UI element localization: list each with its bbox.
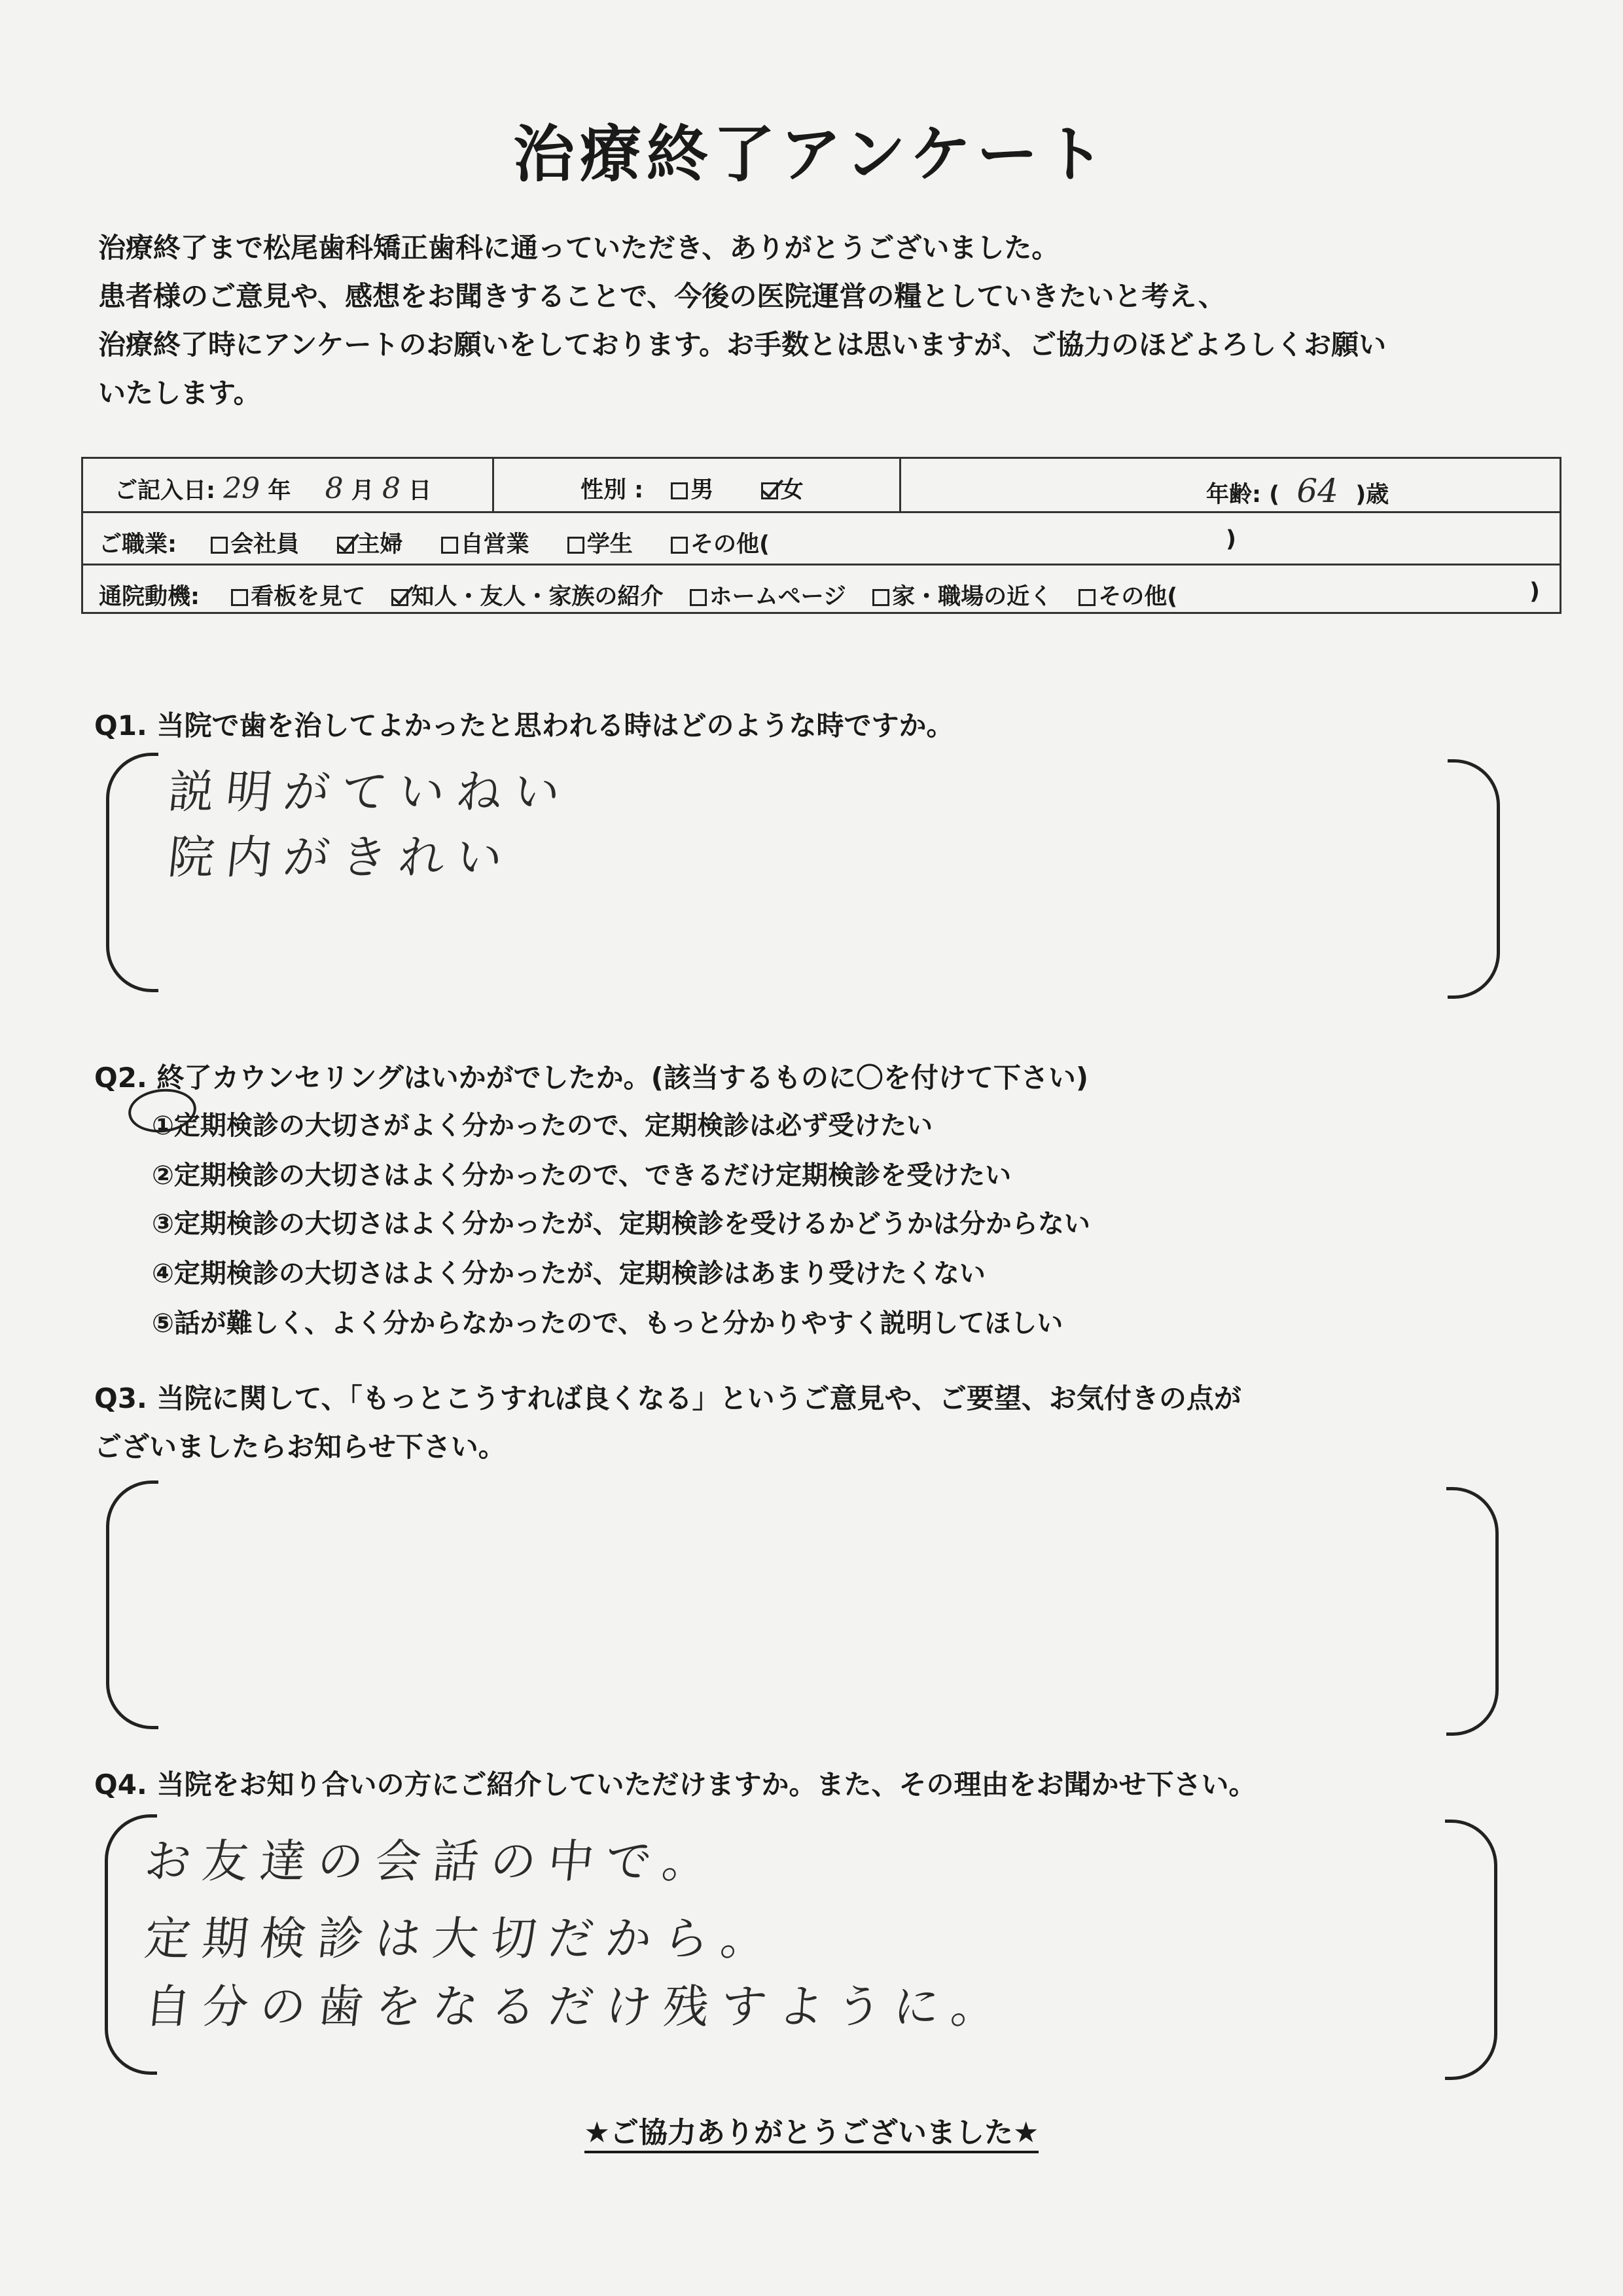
year-unit: 年 xyxy=(268,478,291,504)
age-label: 年齢: ( xyxy=(1206,482,1280,508)
info-row-motive xyxy=(83,564,1560,616)
checkbox-icon[interactable] xyxy=(872,589,889,606)
intro-line: 治療終了時にアンケートのお願いをしております。お手数とは思いますが、ご協力のほどよろしくお願い xyxy=(98,329,1387,361)
intro-line: 患者様のご意見や、感想をお聞きすることで、今後の医院運営の糧としていきたいと考え、 xyxy=(98,280,1226,312)
intro-line: いたします。 xyxy=(98,377,261,409)
motive-option[interactable]: 知人・友人・家族の紹介 xyxy=(391,584,663,610)
occupation-label: ご職業: xyxy=(99,531,177,558)
intro-line: 治療終了まで松尾歯科矯正歯科に通っていただき、ありがとうございました。 xyxy=(98,232,1060,264)
occupation-option[interactable]: 自営業 xyxy=(441,531,529,558)
thank-you-footer xyxy=(0,2109,1623,2151)
q2-option[interactable]: ③定期検診の大切さはよく分かったが、定期検診を受けるかどうかは分からない xyxy=(152,1209,1090,1239)
q3-answer-area[interactable] xyxy=(170,1499,1427,1715)
checked-checkbox-icon[interactable] xyxy=(761,482,778,499)
date-year-field[interactable]: 29 xyxy=(223,472,260,505)
q3-question-cont: ございましたらお知らせ下さい。 xyxy=(94,1431,506,1463)
info-table xyxy=(81,457,1561,614)
checked-checkbox-icon[interactable] xyxy=(391,589,408,606)
occupation-close-paren: ) xyxy=(1226,526,1236,552)
q4-answer-line[interactable]: 定期検診は大切だから。 xyxy=(142,1912,781,1965)
q3-answer-bracket-right xyxy=(1446,1487,1499,1736)
checkbox-icon[interactable] xyxy=(1079,589,1096,606)
occupation-option[interactable]: 学生 xyxy=(567,531,633,558)
motive-option[interactable]: 看板を見て xyxy=(231,584,365,610)
gender-option-male[interactable]: 男 xyxy=(671,477,713,503)
day-unit: 日 xyxy=(408,478,432,504)
q2-option[interactable]: ④定期検診の大切さはよく分かったが、定期検診はあまり受けたくない xyxy=(152,1259,986,1289)
q4-answer-line[interactable]: 自分の歯をなるだけ残すように。 xyxy=(142,1980,1012,2034)
checked-checkbox-icon[interactable] xyxy=(337,537,354,554)
q4-question: Q4. 当院をお知り合いの方にご紹介していただけますか。また、その理由をお聞かせ下さい。 xyxy=(94,1768,1257,1801)
motive-label: 通院動機: xyxy=(99,584,200,610)
date-label: ご記入日: xyxy=(115,478,215,504)
checkbox-icon[interactable] xyxy=(567,537,584,554)
q2-option[interactable]: ①定期検診の大切さがよく分かったので、定期検診は必ず受けたい xyxy=(152,1111,933,1141)
q1-answer-line[interactable]: 説明がていねい xyxy=(166,765,575,819)
motive-option[interactable]: ホームページ xyxy=(690,584,846,610)
q2-option[interactable]: ②定期検診の大切さはよく分かったので、できるだけ定期検診を受けたい xyxy=(152,1160,1012,1191)
q4-answer-line[interactable]: お友達の会話の中で。 xyxy=(142,1835,723,1888)
date-day-field[interactable]: 8 xyxy=(382,472,401,505)
q4-answer-bracket-right xyxy=(1445,1820,1497,2080)
q1-answer-bracket-right xyxy=(1448,759,1500,999)
motive-close-paren: ) xyxy=(1529,579,1540,605)
footer-text: ★ご協力ありがとうございました★ xyxy=(584,2116,1039,2153)
checkbox-icon[interactable] xyxy=(441,537,458,554)
info-row-occupation xyxy=(83,511,1560,564)
age-unit: )歳 xyxy=(1355,482,1389,508)
checkbox-icon[interactable] xyxy=(211,537,228,554)
month-unit: 月 xyxy=(351,478,374,504)
q1-answer-line[interactable]: 院内がきれい xyxy=(166,831,517,884)
occupation-option[interactable]: 主婦 xyxy=(337,531,402,558)
q2-option[interactable]: ⑤話が難しく、よく分からなかったので、もっと分かりやすく説明してほしい xyxy=(152,1308,1063,1338)
info-row-date xyxy=(83,459,1560,511)
age-field[interactable]: 64 xyxy=(1296,472,1338,510)
checkbox-icon[interactable] xyxy=(671,482,688,499)
motive-option[interactable]: その他( xyxy=(1079,584,1177,610)
checkbox-icon[interactable] xyxy=(231,589,248,606)
q1-answer-bracket-left xyxy=(106,753,158,992)
q3-question: Q3. 当院に関して、「もっとこうすれば良くなる」というご意見や、ご要望、お気付きの点が xyxy=(94,1382,1241,1414)
age-cell xyxy=(901,459,1560,511)
gender-option-female[interactable]: 女 xyxy=(761,477,804,503)
checkbox-icon[interactable] xyxy=(690,589,707,606)
q3-answer-bracket-left xyxy=(106,1480,158,1729)
date-month-field[interactable]: 8 xyxy=(325,472,344,505)
checkbox-icon[interactable] xyxy=(671,537,688,554)
occupation-option[interactable]: その他( xyxy=(671,531,770,558)
q1-question: Q1. 当院で歯を治してよかったと思われる時はどのような時ですか。 xyxy=(94,709,954,742)
gender-label: 性別 : xyxy=(580,477,644,503)
q2-question: Q2. 終了カウンセリングはいかがでしたか。(該当するものに〇を付けて下さい) xyxy=(94,1062,1089,1094)
date-cell xyxy=(83,459,494,511)
page-title: 治療終了アンケート xyxy=(512,119,1111,190)
motive-option[interactable]: 家・職場の近く xyxy=(872,584,1052,610)
occupation-option[interactable]: 会社員 xyxy=(211,531,299,558)
gender-cell xyxy=(494,459,901,511)
